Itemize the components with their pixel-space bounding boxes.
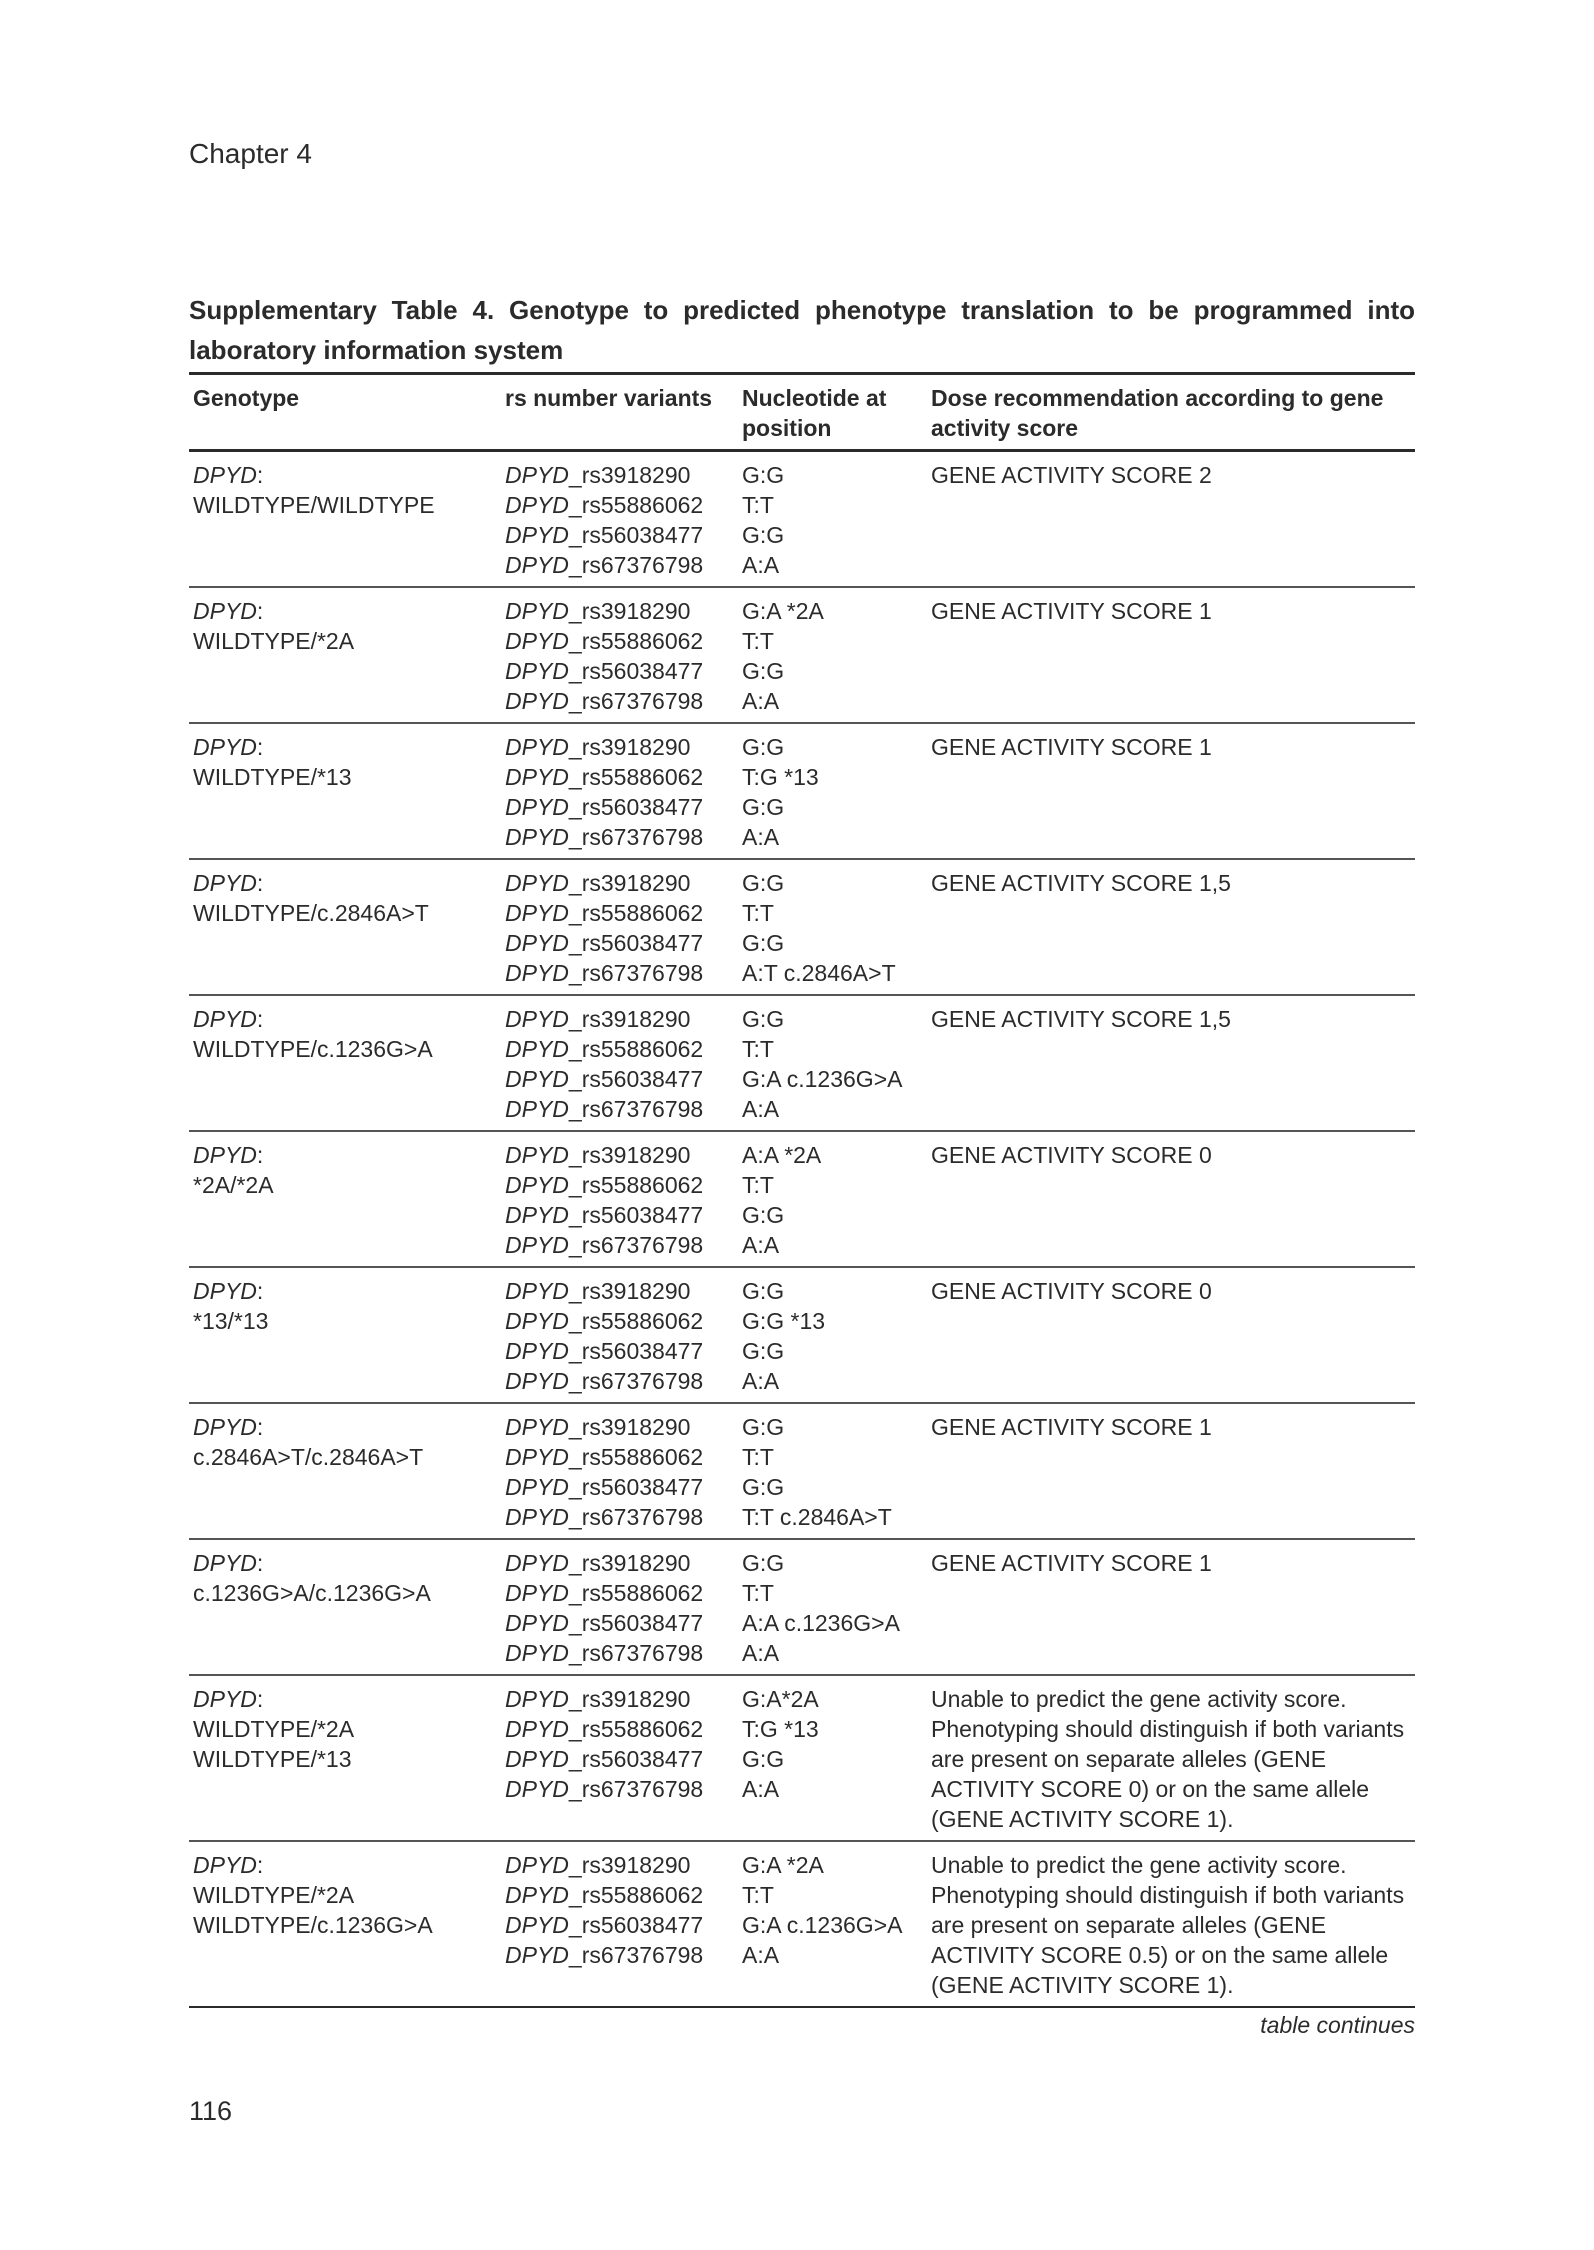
- variant-rs-number: _rs56038477: [568, 1474, 704, 1500]
- variant-gene-name: DPYD: [505, 1278, 569, 1304]
- variant-rs-number: _rs3918290: [568, 462, 691, 488]
- variant-gene-name: DPYD: [505, 522, 569, 548]
- rs-variants-cell: [501, 995, 738, 1131]
- nucleotide-value: T:T: [742, 1580, 774, 1606]
- rs-variant: [505, 958, 734, 988]
- variant-rs-number: _rs55886062: [568, 628, 704, 654]
- gene-name: DPYD: [193, 1550, 257, 1576]
- rs-variants-cell: [501, 1841, 738, 2007]
- dose-recommendation-cell: Unable to predict the gene activity score. Phenotyping should distinguish if both variants are present on separate alleles (GENE ACTIVITY SCORE 0) or on the same allele (GENE ACTIVITY SCORE 1).: [931, 1686, 1405, 1832]
- genotype-gene-line: DPYD:: [193, 1414, 264, 1440]
- table-row: [189, 723, 1415, 859]
- variant-rs-number: _rs3918290: [568, 870, 691, 896]
- nucleotide-value: A:A: [742, 1232, 780, 1258]
- variant-rs-number: _rs56038477: [568, 930, 704, 956]
- variant-gene-name: DPYD: [505, 1036, 569, 1062]
- genotype-value: WILDTYPE/*2A: [193, 1882, 355, 1908]
- variant-rs-number: _rs55886062: [568, 1580, 704, 1606]
- chapter-heading: Chapter 4: [189, 138, 312, 169]
- variant-rs-number: _rs67376798: [568, 1368, 704, 1394]
- dose-recommendation-cell: GENE ACTIVITY SCORE 1: [931, 598, 1212, 624]
- genotype-gene-line: DPYD:: [193, 1142, 264, 1168]
- dose-recommendation-cell: GENE ACTIVITY SCORE 0: [931, 1142, 1212, 1168]
- rs-variant: [505, 1094, 734, 1124]
- rs-variant: [505, 1366, 734, 1396]
- nucleotide-value: A:A: [742, 688, 780, 714]
- rs-variant: [505, 1548, 734, 1578]
- dose-recommendation-cell: GENE ACTIVITY SCORE 1: [931, 1414, 1212, 1440]
- table-row: [189, 1539, 1415, 1675]
- variant-rs-number: _rs3918290: [568, 1852, 691, 1878]
- variant-rs-number: _rs3918290: [568, 734, 691, 760]
- variant-rs-number: _rs55886062: [568, 900, 704, 926]
- rs-variant: [505, 1004, 734, 1034]
- gene-name: DPYD: [193, 1142, 257, 1168]
- gene-name: DPYD: [193, 870, 257, 896]
- nucleotide-value: T:T: [742, 1444, 774, 1470]
- genotype-gene-line: DPYD:: [193, 462, 264, 488]
- genotype-phenotype-table: [189, 372, 1415, 2008]
- variant-gene-name: DPYD: [505, 1172, 569, 1198]
- variant-rs-number: _rs3918290: [568, 1550, 691, 1576]
- variant-gene-name: DPYD: [505, 734, 569, 760]
- variant-gene-name: DPYD: [505, 1066, 569, 1092]
- nucleotide-value: A:T c.2846A>T: [742, 960, 896, 986]
- nucleotide-value: T:T: [742, 1172, 774, 1198]
- rs-variant: [505, 1200, 734, 1230]
- rs-variant: [505, 550, 734, 580]
- variant-rs-number: _rs56038477: [568, 1746, 704, 1772]
- variant-gene-name: DPYD: [505, 1474, 569, 1500]
- nucleotide-value: G:G: [742, 1202, 785, 1228]
- rs-variant: [505, 1336, 734, 1366]
- variant-rs-number: _rs55886062: [568, 1308, 704, 1334]
- variant-gene-name: DPYD: [505, 1640, 569, 1666]
- rs-variant: [505, 1638, 734, 1668]
- genotype-value: *2A/*2A: [193, 1172, 274, 1198]
- rs-variant: [505, 626, 734, 656]
- table-body: [189, 451, 1415, 2008]
- variant-rs-number: _rs3918290: [568, 598, 691, 624]
- header-rs-number-variants: rs number variants: [505, 385, 713, 411]
- table-row: [189, 859, 1415, 995]
- genotype-cell: [189, 1403, 501, 1539]
- variant-rs-number: _rs56038477: [568, 1912, 704, 1938]
- rs-variant: [505, 1880, 734, 1910]
- genotype-value: WILDTYPE/c.1236G>A: [193, 1912, 433, 1938]
- table-row: [189, 1675, 1415, 1841]
- variant-rs-number: _rs3918290: [568, 1686, 691, 1712]
- gene-name: DPYD: [193, 1852, 257, 1878]
- genotype-cell: [189, 1131, 501, 1267]
- nucleotide-value: G:G: [742, 1474, 785, 1500]
- nucleotide-value: G:G: [742, 658, 785, 684]
- variant-rs-number: _rs67376798: [568, 1640, 704, 1666]
- variant-rs-number: _rs67376798: [568, 688, 704, 714]
- nucleotide-value: G:G: [742, 734, 785, 760]
- nucleotide-cell: [738, 723, 927, 859]
- gene-name: DPYD: [193, 1006, 257, 1032]
- genotype-gene-line: DPYD:: [193, 1852, 264, 1878]
- nucleotide-cell: [738, 1841, 927, 2007]
- variant-gene-name: DPYD: [505, 658, 569, 684]
- rs-variant: [505, 1940, 734, 1970]
- rs-variant: [505, 520, 734, 550]
- table-row: [189, 587, 1415, 723]
- variant-gene-name: DPYD: [505, 960, 569, 986]
- genotype-cell: [189, 1539, 501, 1675]
- rs-variant: [505, 1230, 734, 1260]
- nucleotide-value: A:A: [742, 1096, 780, 1122]
- gene-name: DPYD: [193, 462, 257, 488]
- variant-rs-number: _rs3918290: [568, 1414, 691, 1440]
- table-row: [189, 1131, 1415, 1267]
- variant-gene-name: DPYD: [505, 1504, 569, 1530]
- variant-rs-number: _rs55886062: [568, 1444, 704, 1470]
- rs-variant: [505, 490, 734, 520]
- nucleotide-value: G:A *2A: [742, 1852, 824, 1878]
- rs-variant: [505, 1684, 734, 1714]
- rs-variant: [505, 656, 734, 686]
- nucleotide-value: A:A: [742, 1368, 780, 1394]
- variant-rs-number: _rs56038477: [568, 1066, 704, 1092]
- rs-variant: [505, 1774, 734, 1804]
- variant-gene-name: DPYD: [505, 900, 569, 926]
- rs-variant: [505, 1064, 734, 1094]
- rs-variant: [505, 596, 734, 626]
- variant-rs-number: _rs67376798: [568, 1504, 704, 1530]
- variant-rs-number: _rs67376798: [568, 1096, 704, 1122]
- dose-recommendation-cell: Unable to predict the gene activity score. Phenotyping should distinguish if both variants are present on separate alleles (GENE ACTIVITY SCORE 0.5) or on the same allele (GENE ACTIVITY SCORE 1).: [931, 1852, 1405, 1998]
- genotype-value: WILDTYPE/*13: [193, 1746, 352, 1772]
- genotype-gene-line: DPYD:: [193, 598, 264, 624]
- rs-variant: [505, 1306, 734, 1336]
- rs-variant: [505, 792, 734, 822]
- nucleotide-value: T:T: [742, 900, 774, 926]
- nucleotide-value: A:A: [742, 1776, 780, 1802]
- variant-gene-name: DPYD: [505, 1368, 569, 1394]
- nucleotide-value: G:A c.1236G>A: [742, 1912, 903, 1938]
- rs-variants-cell: [501, 1675, 738, 1841]
- nucleotide-value: G:G *13: [742, 1308, 826, 1334]
- variant-rs-number: _rs56038477: [568, 658, 704, 684]
- header-genotype: Genotype: [193, 385, 300, 411]
- variant-gene-name: DPYD: [505, 1202, 569, 1228]
- variant-gene-name: DPYD: [505, 462, 569, 488]
- variant-gene-name: DPYD: [505, 794, 569, 820]
- rs-variants-cell: [501, 723, 738, 859]
- variant-gene-name: DPYD: [505, 552, 569, 578]
- rs-variant: [505, 1578, 734, 1608]
- variant-gene-name: DPYD: [505, 1232, 569, 1258]
- table-header-row: [189, 374, 1415, 451]
- variant-gene-name: DPYD: [505, 1852, 569, 1878]
- rs-variants-cell: [501, 451, 738, 588]
- nucleotide-value: G:A*2A: [742, 1686, 819, 1712]
- variant-gene-name: DPYD: [505, 824, 569, 850]
- nucleotide-value: G:A *2A: [742, 598, 824, 624]
- nucleotide-value: G:G: [742, 1006, 785, 1032]
- dose-recommendation-cell: GENE ACTIVITY SCORE 0: [931, 1278, 1212, 1304]
- variant-gene-name: DPYD: [505, 1610, 569, 1636]
- gene-name: DPYD: [193, 1686, 257, 1712]
- variant-rs-number: _rs3918290: [568, 1142, 691, 1168]
- variant-gene-name: DPYD: [505, 628, 569, 654]
- variant-gene-name: DPYD: [505, 764, 569, 790]
- rs-variant: [505, 460, 734, 490]
- genotype-cell: [189, 1675, 501, 1841]
- variant-rs-number: _rs67376798: [568, 960, 704, 986]
- nucleotide-value: A:A: [742, 824, 780, 850]
- variant-gene-name: DPYD: [505, 1550, 569, 1576]
- genotype-value: WILDTYPE/*2A: [193, 1716, 355, 1742]
- nucleotide-value: T:G *13: [742, 764, 819, 790]
- variant-gene-name: DPYD: [505, 1912, 569, 1938]
- genotype-gene-line: DPYD:: [193, 1278, 264, 1304]
- nucleotide-cell: [738, 1267, 927, 1403]
- variant-rs-number: _rs55886062: [568, 1172, 704, 1198]
- table-row: [189, 1267, 1415, 1403]
- table-row: [189, 1403, 1415, 1539]
- nucleotide-value: G:G: [742, 1414, 785, 1440]
- nucleotide-cell: [738, 1403, 927, 1539]
- variant-gene-name: DPYD: [505, 598, 569, 624]
- rs-variant: [505, 868, 734, 898]
- variant-gene-name: DPYD: [505, 1746, 569, 1772]
- dose-recommendation-cell: GENE ACTIVITY SCORE 1,5: [931, 870, 1231, 896]
- nucleotide-value: A:A: [742, 1942, 780, 1968]
- variant-rs-number: _rs56038477: [568, 522, 704, 548]
- rs-variants-cell: [501, 1131, 738, 1267]
- variant-rs-number: _rs56038477: [568, 1202, 704, 1228]
- nucleotide-cell: [738, 1131, 927, 1267]
- variant-rs-number: _rs67376798: [568, 1232, 704, 1258]
- header-nucleotide-at-position: Nucleotide at position: [742, 385, 887, 441]
- variant-rs-number: _rs67376798: [568, 1776, 704, 1802]
- genotype-value: WILDTYPE/c.2846A>T: [193, 900, 429, 926]
- variant-rs-number: _rs55886062: [568, 1882, 704, 1908]
- variant-rs-number: _rs3918290: [568, 1006, 691, 1032]
- rs-variants-cell: [501, 1267, 738, 1403]
- rs-variant: [505, 762, 734, 792]
- variant-rs-number: _rs55886062: [568, 492, 704, 518]
- nucleotide-value: T:T: [742, 628, 774, 654]
- variant-gene-name: DPYD: [505, 1942, 569, 1968]
- nucleotide-cell: [738, 995, 927, 1131]
- nucleotide-value: G:G: [742, 1550, 785, 1576]
- rs-variants-cell: [501, 859, 738, 995]
- rs-variant: [505, 898, 734, 928]
- genotype-gene-line: DPYD:: [193, 1686, 264, 1712]
- rs-variant: [505, 1850, 734, 1880]
- variant-gene-name: DPYD: [505, 492, 569, 518]
- rs-variant: [505, 1472, 734, 1502]
- dose-recommendation-cell: GENE ACTIVITY SCORE 1,5: [931, 1006, 1231, 1032]
- nucleotide-value: G:G: [742, 522, 785, 548]
- nucleotide-cell: [738, 1675, 927, 1841]
- rs-variant: [505, 1714, 734, 1744]
- genotype-value: WILDTYPE/*2A: [193, 628, 355, 654]
- genotype-gene-line: DPYD:: [193, 734, 264, 760]
- genotype-table-container: [189, 372, 1415, 2039]
- genotype-cell: [189, 587, 501, 723]
- variant-rs-number: _rs56038477: [568, 794, 704, 820]
- variant-gene-name: DPYD: [505, 1338, 569, 1364]
- nucleotide-value: T:T: [742, 492, 774, 518]
- variant-rs-number: _rs67376798: [568, 552, 704, 578]
- variant-gene-name: DPYD: [505, 1882, 569, 1908]
- variant-gene-name: DPYD: [505, 930, 569, 956]
- table-row: [189, 451, 1415, 588]
- rs-variant: [505, 732, 734, 762]
- variant-gene-name: DPYD: [505, 1444, 569, 1470]
- gene-name: DPYD: [193, 598, 257, 624]
- rs-variant: [505, 1140, 734, 1170]
- rs-variant: [505, 686, 734, 716]
- genotype-gene-line: DPYD:: [193, 1006, 264, 1032]
- rs-variants-cell: [501, 1403, 738, 1539]
- nucleotide-value: G:G: [742, 1278, 785, 1304]
- genotype-value: c.1236G>A/c.1236G>A: [193, 1580, 431, 1606]
- variant-gene-name: DPYD: [505, 1686, 569, 1712]
- variant-rs-number: _rs56038477: [568, 1338, 704, 1364]
- variant-rs-number: _rs55886062: [568, 1716, 704, 1742]
- variant-rs-number: _rs67376798: [568, 1942, 704, 1968]
- variant-gene-name: DPYD: [505, 1776, 569, 1802]
- variant-gene-name: DPYD: [505, 1716, 569, 1742]
- variant-rs-number: _rs3918290: [568, 1278, 691, 1304]
- nucleotide-value: T:G *13: [742, 1716, 819, 1742]
- rs-variant: [505, 1442, 734, 1472]
- nucleotide-value: G:G: [742, 1338, 785, 1364]
- genotype-value: *13/*13: [193, 1308, 269, 1334]
- genotype-value: WILDTYPE/c.1236G>A: [193, 1036, 433, 1062]
- genotype-cell: [189, 1267, 501, 1403]
- nucleotide-value: T:T c.2846A>T: [742, 1504, 892, 1530]
- variant-gene-name: DPYD: [505, 1142, 569, 1168]
- nucleotide-cell: [738, 859, 927, 995]
- dose-recommendation-cell: GENE ACTIVITY SCORE 1: [931, 734, 1212, 760]
- table-row: [189, 995, 1415, 1131]
- variant-gene-name: DPYD: [505, 1308, 569, 1334]
- rs-variant: [505, 1034, 734, 1064]
- nucleotide-value: G:G: [742, 930, 785, 956]
- rs-variant: [505, 1276, 734, 1306]
- variant-rs-number: _rs67376798: [568, 824, 704, 850]
- rs-variant: [505, 1744, 734, 1774]
- header-dose-recommendation: Dose recommendation according to gene activity score: [931, 385, 1384, 441]
- genotype-value: WILDTYPE/*13: [193, 764, 352, 790]
- variant-gene-name: DPYD: [505, 1580, 569, 1606]
- nucleotide-value: G:G: [742, 1746, 785, 1772]
- nucleotide-cell: [738, 587, 927, 723]
- dose-recommendation-cell: GENE ACTIVITY SCORE 2: [931, 462, 1212, 488]
- nucleotide-value: T:T: [742, 1882, 774, 1908]
- variant-rs-number: _rs56038477: [568, 1610, 704, 1636]
- variant-gene-name: DPYD: [505, 870, 569, 896]
- nucleotide-value: A:A *2A: [742, 1142, 822, 1168]
- rs-variant: [505, 1412, 734, 1442]
- genotype-cell: [189, 723, 501, 859]
- table-continues-note: table continues: [1260, 2012, 1415, 2038]
- nucleotide-value: T:T: [742, 1036, 774, 1062]
- genotype-cell: [189, 859, 501, 995]
- table-row: [189, 1841, 1415, 2007]
- nucleotide-cell: [738, 451, 927, 588]
- genotype-cell: [189, 995, 501, 1131]
- nucleotide-value: G:G: [742, 462, 785, 488]
- rs-variant: [505, 1502, 734, 1532]
- nucleotide-value: A:A: [742, 1640, 780, 1666]
- rs-variant: [505, 1910, 734, 1940]
- variant-gene-name: DPYD: [505, 1096, 569, 1122]
- gene-name: DPYD: [193, 1278, 257, 1304]
- variant-rs-number: _rs55886062: [568, 1036, 704, 1062]
- genotype-value: c.2846A>T/c.2846A>T: [193, 1444, 424, 1470]
- genotype-value: WILDTYPE/WILDTYPE: [193, 492, 435, 518]
- rs-variant: [505, 1170, 734, 1200]
- rs-variants-cell: [501, 1539, 738, 1675]
- nucleotide-value: G:G: [742, 870, 785, 896]
- variant-gene-name: DPYD: [505, 688, 569, 714]
- rs-variant: [505, 822, 734, 852]
- gene-name: DPYD: [193, 734, 257, 760]
- rs-variants-cell: [501, 587, 738, 723]
- table-caption: Supplementary Table 4. Genotype to predicted phenotype translation to be programmed into laboratory information system: [189, 295, 1415, 365]
- genotype-gene-line: DPYD:: [193, 1550, 264, 1576]
- page-number: 116: [189, 2096, 233, 2126]
- nucleotide-value: G:G: [742, 794, 785, 820]
- genotype-gene-line: DPYD:: [193, 870, 264, 896]
- dose-recommendation-cell: GENE ACTIVITY SCORE 1: [931, 1550, 1212, 1576]
- rs-variant: [505, 1608, 734, 1638]
- gene-name: DPYD: [193, 1414, 257, 1440]
- nucleotide-value: A:A c.1236G>A: [742, 1610, 900, 1636]
- genotype-cell: [189, 451, 501, 588]
- variant-rs-number: _rs55886062: [568, 764, 704, 790]
- nucleotide-value: A:A: [742, 552, 780, 578]
- nucleotide-value: G:A c.1236G>A: [742, 1066, 903, 1092]
- genotype-cell: [189, 1841, 501, 2007]
- nucleotide-cell: [738, 1539, 927, 1675]
- variant-gene-name: DPYD: [505, 1414, 569, 1440]
- rs-variant: [505, 928, 734, 958]
- variant-gene-name: DPYD: [505, 1006, 569, 1032]
